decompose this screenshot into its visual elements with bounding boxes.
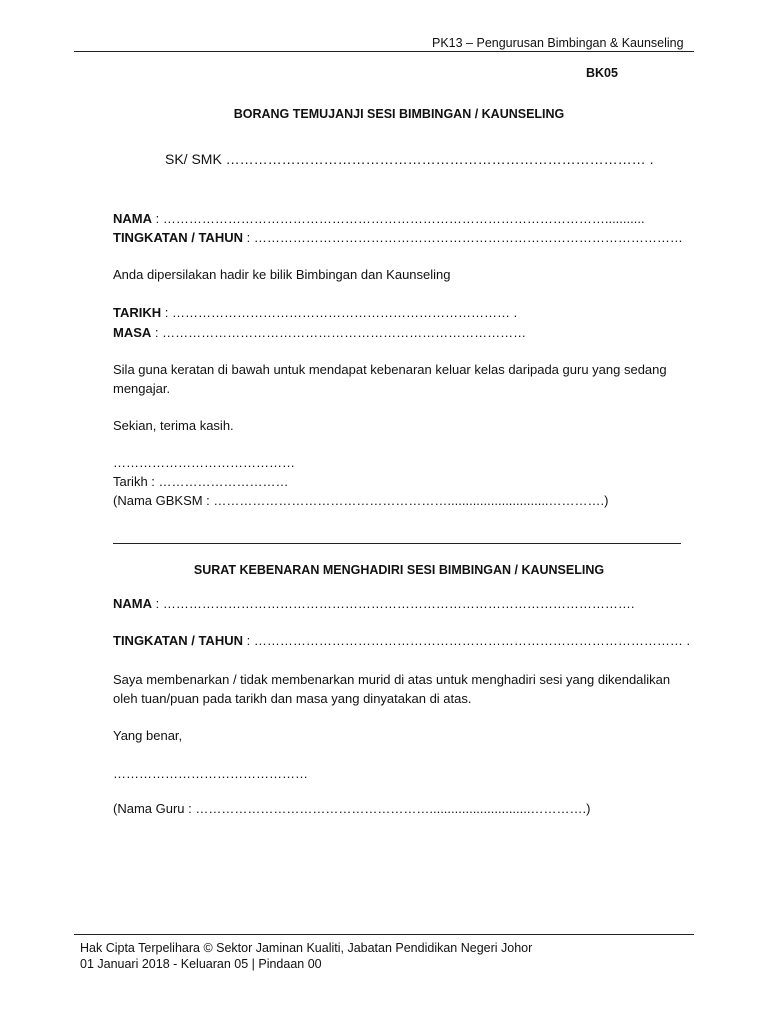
date-separator: : xyxy=(161,305,172,320)
header-rule xyxy=(74,51,694,52)
time-row xyxy=(113,325,526,340)
footer-rule xyxy=(74,934,694,935)
form-code: BK05 xyxy=(586,66,618,80)
cut-line xyxy=(113,543,681,544)
date-label: TARIKH xyxy=(113,305,162,320)
slip-name-label: NAMA xyxy=(113,596,152,611)
permission-text: Saya membenarkan / tidak membenarkan murid di atas untuk menghadiri sesi yang dikendalikan oleh tuan/puan pada tarikh dan masa yang dinyatakan di atas. xyxy=(113,672,671,706)
date-row xyxy=(113,305,517,320)
edition-info: 01 Januari 2018 - Keluaran 05 | Pindaan 00 xyxy=(80,957,322,971)
school-line: SK/ SMK ……………………………………………………………………………… . xyxy=(165,151,654,167)
date-dots: …………………………………………………………………… . xyxy=(171,305,518,320)
instruction-text: Sila guna keratan di bawah untuk mendapat kebenaran keluar kelas daripada guru yang sedang mengajar. xyxy=(113,362,667,396)
name-separator: : xyxy=(152,211,163,226)
name-label: NAMA xyxy=(113,211,152,226)
slip-name-separator: : xyxy=(152,596,163,611)
time-dots: ………………………………………………………………………… xyxy=(162,325,527,340)
regards-text: Yang benar, xyxy=(113,728,183,743)
gbksm-signature-line: …………………………………… xyxy=(113,455,295,470)
slip-form-separator: : xyxy=(242,633,254,648)
document-reference: PK13 – Pengurusan Bimbingan & Kaunseling xyxy=(432,36,684,50)
slip-form-row xyxy=(113,633,690,648)
name-row xyxy=(113,211,645,226)
form-row xyxy=(113,230,683,245)
form-dots: ……………………………………………………………………………………… xyxy=(253,230,683,245)
slip-name-dots: ………………………………………………………………………………………………. xyxy=(162,596,635,611)
permission-slip-title: SURAT KEBENARAN MENGHADIRI SESI BIMBINGAN / KAUNSELING xyxy=(193,563,605,577)
appointment-form-title: BORANG TEMUJANJI SESI BIMBINGAN / KAUNSELING xyxy=(233,107,565,121)
slip-name-row xyxy=(113,596,634,611)
slip-form-label: TINGKATAN / TAHUN xyxy=(113,633,243,648)
time-label: MASA xyxy=(113,325,152,340)
name-dots: …………………………………………………………………………………………........... xyxy=(162,211,645,226)
teacher-signature-line: ……………………………………… xyxy=(113,766,308,781)
form-separator: : xyxy=(242,230,254,245)
gbksm-name-line: (Nama GBKSM : ………………………………………………............................………….) xyxy=(113,493,609,508)
time-separator: : xyxy=(151,325,163,340)
teacher-name-line: (Nama Guru : ………………………………………………............................………….) xyxy=(113,801,591,816)
gbksm-date-line: Tarikh : ………………………… xyxy=(113,474,289,489)
form-label: TINGKATAN / TAHUN xyxy=(113,230,243,245)
closing-text: Sekian, terima kasih. xyxy=(113,418,234,433)
slip-form-dots: ……………………………………………………………………………………… . xyxy=(253,633,691,648)
invitation-text: Anda dipersilakan hadir ke bilik Bimbingan dan Kaunseling xyxy=(113,267,451,282)
copyright-notice: Hak Cipta Terpelihara © Sektor Jaminan Kualiti, Jabatan Pendidikan Negeri Johor xyxy=(80,941,533,955)
